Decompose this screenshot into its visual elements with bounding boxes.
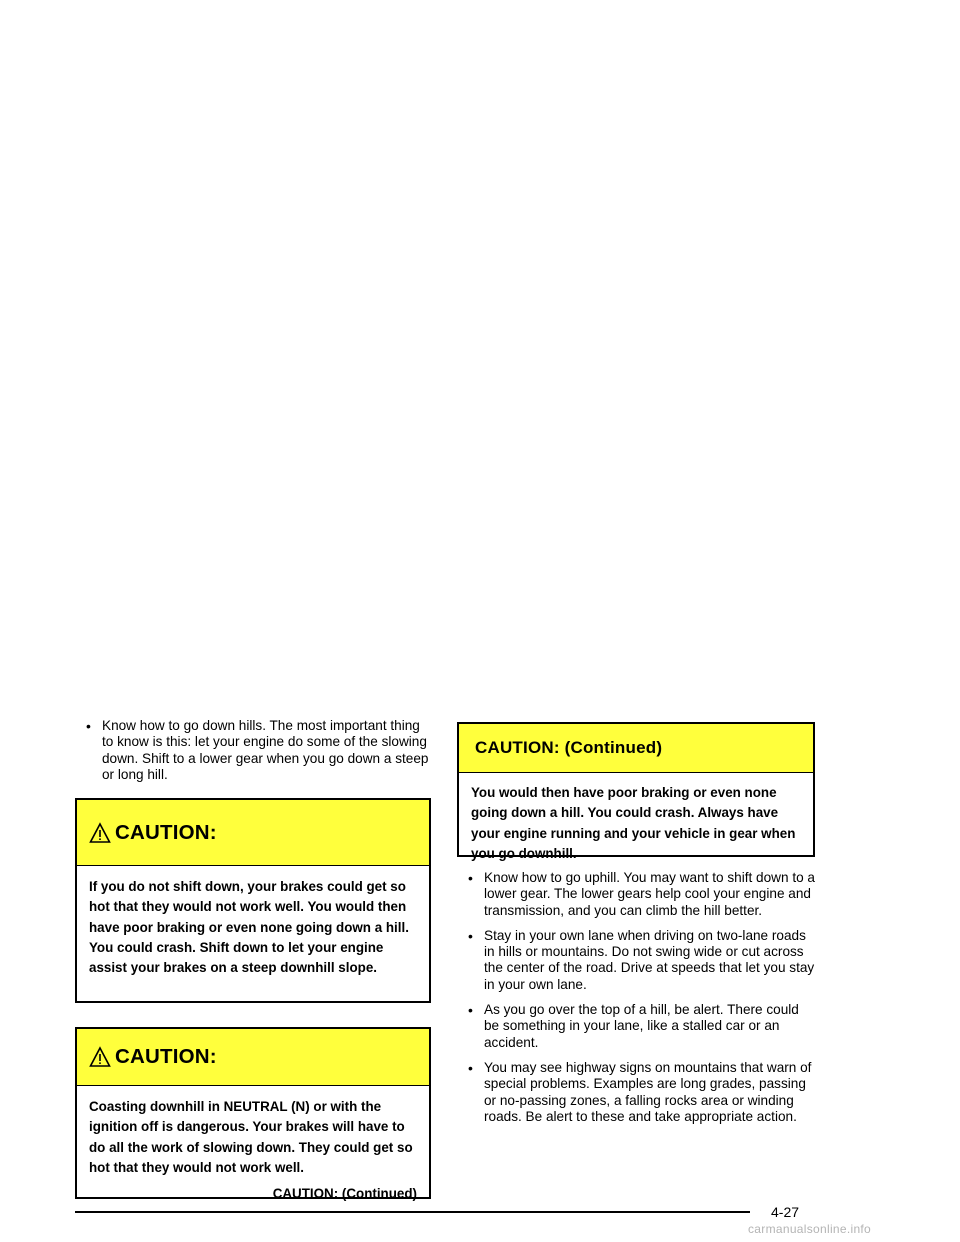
list-item bbox=[457, 1002, 815, 1051]
caution-title: CAUTION: (Continued) bbox=[475, 738, 663, 757]
caution-text: You would then have poor braking or even none going down a hill. You could crash. Always have your engine running and your vehicle in gear when you go downhill. bbox=[471, 785, 796, 861]
bullet-list bbox=[457, 870, 815, 1125]
bullet-text: Know how to go uphill. You may want to shift down to a lower gear. The lower gears help cool your engine and transmission, and you can climb the hill better. bbox=[484, 870, 815, 918]
caution-text: If you do not shift down, your brakes could get so hot that they would not work well. You would then have poor braking or even none going down a hill. You could crash. Shift down to let your engine assist your brakes on a steep downhill slope. bbox=[89, 879, 409, 976]
bullet-dot-icon: • bbox=[468, 1002, 473, 1019]
right-column bbox=[457, 722, 815, 1134]
caution-title: CAUTION: bbox=[115, 820, 217, 844]
warning-triangle-icon bbox=[89, 822, 111, 844]
caution-header bbox=[77, 1029, 429, 1086]
caution-box bbox=[75, 798, 431, 1003]
list-item bbox=[457, 928, 815, 993]
caution-header bbox=[459, 724, 813, 773]
bullet-dot-icon: • bbox=[86, 718, 91, 734]
caution-body bbox=[77, 1086, 429, 1216]
bullet-dot-icon: • bbox=[468, 870, 473, 886]
caution-box-continued bbox=[457, 722, 815, 861]
caution-title: CAUTION: bbox=[115, 1045, 217, 1069]
bullet-dot-icon: • bbox=[468, 1059, 473, 1076]
caution-continued-label: CAUTION: (Continued) bbox=[272, 1186, 417, 1202]
list-item bbox=[457, 870, 815, 919]
page-number: 4-27 bbox=[771, 1204, 800, 1220]
list-item bbox=[75, 718, 431, 783]
bullet-text: As you go over the top of a hill, be alert. There could be something in your lane, like a stalled car or an accident. bbox=[484, 1002, 799, 1050]
left-column bbox=[75, 718, 431, 1202]
bullet-text: Know how to go down hills. The most important thing to know is this: let your engine do some of the slowing down. Shift to a lower gear when you go down a steep or long hill. bbox=[102, 718, 429, 782]
footer-divider bbox=[75, 1211, 750, 1213]
watermark: carmanualsonline.info bbox=[748, 1222, 872, 1236]
bullet-text: Stay in your own lane when driving on two-lane roads in hills or mountains. Do not swing wide or cut across the center of the road. Drive at speeds that let you stay in your own lane. bbox=[484, 927, 815, 992]
caution-header bbox=[77, 800, 429, 866]
bullet-text: You may see highway signs on mountains that warn of special problems. Examples are long grades, passing or no-passing zones, a falling rocks area or winding roads. Be alert to these and take appropriate action. bbox=[484, 1059, 812, 1124]
bullet-dot-icon: • bbox=[468, 927, 473, 944]
caution-box bbox=[75, 1027, 431, 1202]
caution-text: Coasting downhill in NEUTRAL (N) or with the ignition off is dangerous. Your brakes will have to do all the work of slowing down. They could get so hot that they would not work well. bbox=[89, 1099, 413, 1176]
warning-triangle-icon bbox=[89, 1046, 111, 1068]
list-item bbox=[457, 1060, 815, 1125]
